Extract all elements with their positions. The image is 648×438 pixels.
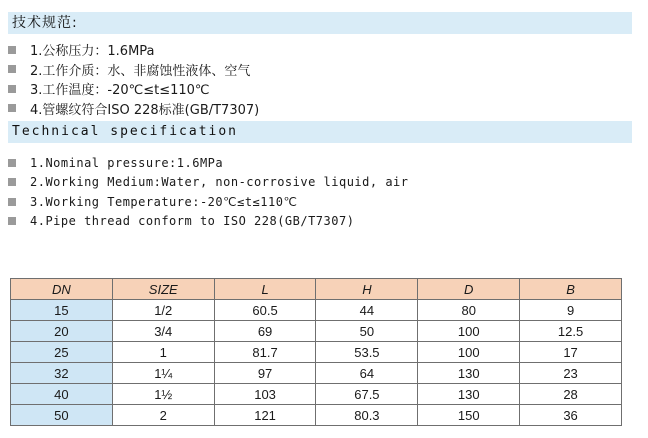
cn-spec-item <box>8 40 259 60</box>
cn-spec-text: 4.管螺纹符合ISO 228标准(GB/T7307) <box>30 102 260 118</box>
cell-h: 44 <box>316 300 418 321</box>
square-bullet-icon <box>8 178 16 186</box>
cell-b: 12.5 <box>520 321 622 342</box>
cell-dn: 32 <box>11 363 113 384</box>
table-row <box>11 384 622 405</box>
square-bullet-icon <box>8 46 16 54</box>
cell-dn: 40 <box>11 384 113 405</box>
cell-b: 36 <box>520 405 622 426</box>
cell-b: 28 <box>520 384 622 405</box>
cell-dn: 25 <box>11 342 113 363</box>
cn-spec-item <box>8 99 259 119</box>
table-row <box>11 342 622 363</box>
en-spec-list <box>8 153 409 231</box>
table-row <box>11 405 622 426</box>
cell-dn: 15 <box>11 300 113 321</box>
header-size: SIZE <box>112 279 214 300</box>
cell-size: 2 <box>112 405 214 426</box>
cell-dn: 20 <box>11 321 113 342</box>
cell-d: 80 <box>418 300 520 321</box>
square-bullet-icon <box>8 104 16 112</box>
cell-l: 103 <box>214 384 316 405</box>
cell-l: 81.7 <box>214 342 316 363</box>
cn-spec-text: 3.工作温度：-20℃≤t≤110℃ <box>30 83 210 99</box>
header-h: H <box>316 279 418 300</box>
cell-size: 1 <box>112 342 214 363</box>
cell-h: 50 <box>316 321 418 342</box>
cn-spec-list <box>8 40 259 118</box>
cell-h: 67.5 <box>316 384 418 405</box>
table-row <box>11 363 622 384</box>
square-bullet-icon <box>8 85 16 93</box>
cell-d: 150 <box>418 405 520 426</box>
table-header-row <box>11 279 622 300</box>
cell-size: 1¼ <box>112 363 214 384</box>
cell-l: 97 <box>214 363 316 384</box>
cell-size: 1½ <box>112 384 214 405</box>
table-row <box>11 321 622 342</box>
cn-spec-item <box>8 79 259 99</box>
header-b: B <box>520 279 622 300</box>
square-bullet-icon <box>8 198 16 206</box>
cell-l: 69 <box>214 321 316 342</box>
cell-d: 100 <box>418 321 520 342</box>
dimension-table <box>10 278 622 426</box>
cell-b: 23 <box>520 363 622 384</box>
header-dn: DN <box>11 279 113 300</box>
header-d: D <box>418 279 520 300</box>
en-spec-text: 1.Nominal pressure:1.6MPa <box>30 155 224 170</box>
en-spec-item <box>8 192 409 212</box>
cell-dn: 50 <box>11 405 113 426</box>
en-spec-item <box>8 153 409 173</box>
cn-section-title: 技术规范: <box>8 12 632 34</box>
table-row <box>11 300 622 321</box>
en-spec-text: 3.Working Temperature:-20℃≤t≤110℃ <box>30 194 298 209</box>
en-section-title: Technical specification <box>8 121 632 143</box>
cell-l: 60.5 <box>214 300 316 321</box>
cell-size: 1/2 <box>112 300 214 321</box>
cell-b: 17 <box>520 342 622 363</box>
header-l: L <box>214 279 316 300</box>
en-spec-item <box>8 173 409 193</box>
en-spec-text: 4.Pipe thread conform to ISO 228(GB/T7307) <box>30 214 355 229</box>
en-spec-item <box>8 212 409 232</box>
cell-h: 64 <box>316 363 418 384</box>
cell-h: 53.5 <box>316 342 418 363</box>
square-bullet-icon <box>8 159 16 167</box>
square-bullet-icon <box>8 217 16 225</box>
cell-d: 130 <box>418 363 520 384</box>
cell-size: 3/4 <box>112 321 214 342</box>
cn-spec-item <box>8 60 259 80</box>
cell-d: 100 <box>418 342 520 363</box>
cn-spec-text: 2.工作介质：水、非腐蚀性液体、空气 <box>30 63 251 79</box>
cell-l: 121 <box>214 405 316 426</box>
cell-b: 9 <box>520 300 622 321</box>
square-bullet-icon <box>8 65 16 73</box>
en-spec-text: 2.Working Medium:Water, non-corrosive liquid, air <box>30 175 409 190</box>
cell-d: 130 <box>418 384 520 405</box>
cn-spec-text: 1.公称压力：1.6MPa <box>30 44 155 60</box>
cell-h: 80.3 <box>316 405 418 426</box>
